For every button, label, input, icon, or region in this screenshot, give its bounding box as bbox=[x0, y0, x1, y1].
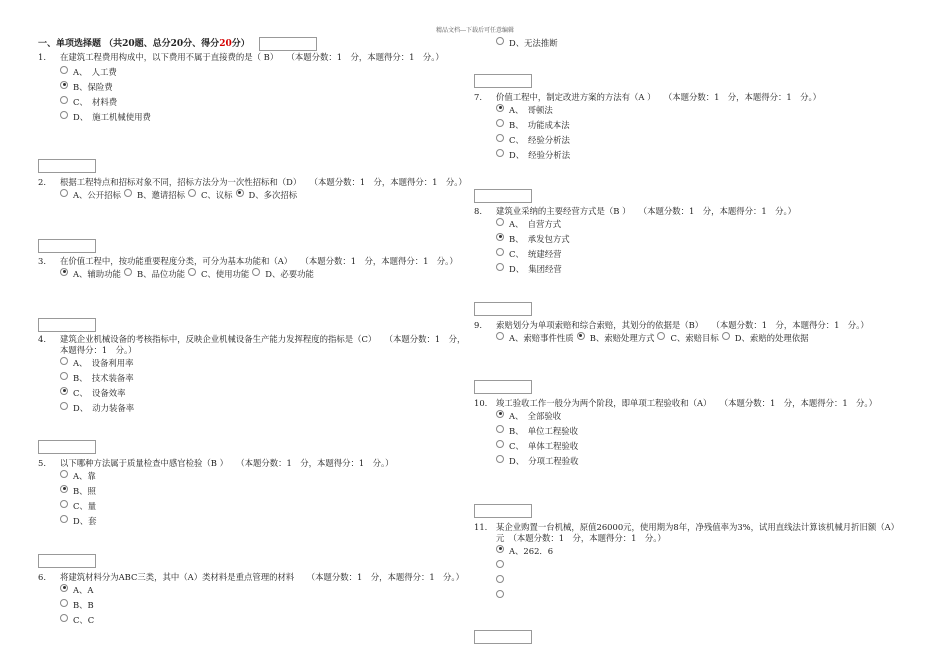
option-b[interactable] bbox=[124, 267, 185, 282]
option-label: B、B bbox=[73, 600, 94, 610]
option-d[interactable] bbox=[38, 110, 468, 125]
question-text: 某企业购置一台机械，原值26000元，使用期为8年，净残值率为3%，试用直线法计算该机械月折旧额（A）元 （本题分数：1 分，本题得分：1 分。） bbox=[496, 522, 900, 543]
option-b[interactable] bbox=[577, 331, 655, 346]
radio-checked-icon[interactable] bbox=[496, 410, 504, 418]
question-number: 10. bbox=[474, 398, 488, 408]
question-text: 价值工程中，制定改进方案的方法有（A ） （本题分数：1 分，本题得分：1 分。） bbox=[496, 92, 822, 102]
option-a[interactable] bbox=[474, 409, 904, 424]
option-d[interactable] bbox=[474, 454, 904, 469]
option-a[interactable] bbox=[38, 65, 468, 80]
answer-box[interactable] bbox=[474, 189, 532, 203]
question-number: 6. bbox=[38, 572, 46, 582]
option-d[interactable] bbox=[474, 148, 904, 163]
radio-icon[interactable] bbox=[657, 332, 665, 340]
radio-icon[interactable] bbox=[60, 96, 68, 104]
option-b[interactable] bbox=[38, 371, 468, 386]
radio-icon[interactable] bbox=[496, 560, 504, 568]
option-label: D、 分项工程验收 bbox=[509, 456, 579, 466]
section-score-box[interactable] bbox=[259, 37, 317, 51]
option-c[interactable] bbox=[188, 188, 233, 203]
option-label: A、 人工费 bbox=[73, 67, 117, 77]
radio-icon[interactable] bbox=[60, 599, 68, 607]
section-title-text: 一、单项选择题 （共20题、总分20分、得分 bbox=[38, 39, 220, 49]
radio-checked-icon[interactable] bbox=[60, 268, 68, 276]
option-c[interactable] bbox=[474, 247, 904, 262]
option-label: C、C bbox=[73, 615, 95, 625]
question-number: 3. bbox=[38, 256, 46, 266]
radio-icon[interactable] bbox=[496, 149, 504, 157]
option-label: A、公开招标 bbox=[73, 190, 121, 200]
option-label: B、 技术装备率 bbox=[73, 373, 134, 383]
radio-icon[interactable] bbox=[496, 425, 504, 433]
option-d[interactable] bbox=[236, 188, 298, 203]
question-text: 将建筑材料分为ABC三类，其中（A）类材料是重点管理的材料 （本题分数：1 分，本题得分：1 分。） bbox=[60, 572, 464, 582]
answer-box[interactable] bbox=[474, 380, 532, 394]
radio-icon[interactable] bbox=[496, 37, 504, 45]
option-label: D、 施工机械使用费 bbox=[73, 112, 151, 122]
option-label: D、 集团经营 bbox=[509, 264, 562, 274]
radio-icon[interactable] bbox=[124, 189, 132, 197]
radio-checked-icon[interactable] bbox=[60, 584, 68, 592]
option-label: C、使用功能 bbox=[200, 269, 250, 279]
option-label: C、 统建经营 bbox=[509, 249, 562, 259]
question-text: 建筑业采纳的主要经营方式是（B ） （本题分数：1 分，本题得分：1 分。） bbox=[496, 206, 797, 216]
radio-icon[interactable] bbox=[60, 402, 68, 410]
answer-box[interactable] bbox=[38, 239, 96, 253]
option-label: C、 材料费 bbox=[73, 97, 118, 107]
option-label: C、议标 bbox=[200, 190, 233, 200]
option-label: A、262．6 bbox=[509, 546, 554, 556]
option-a[interactable] bbox=[60, 188, 121, 203]
answer-box[interactable] bbox=[474, 630, 532, 644]
question-text: 以下哪种方法属于质量检查中感官检验（B ） （本题分数：1 分，本题得分：1 分。） bbox=[60, 458, 394, 468]
radio-icon[interactable] bbox=[496, 332, 504, 340]
inline-options bbox=[38, 267, 468, 282]
option-d[interactable] bbox=[38, 514, 468, 529]
radio-icon[interactable] bbox=[496, 248, 504, 256]
radio-icon[interactable] bbox=[722, 332, 730, 340]
option-b[interactable] bbox=[38, 484, 468, 499]
question-text: 根据工程特点和招标对象不同，招标方法分为一次性招标和（D） （本题分数：1 分，本题得分：1 分。） bbox=[60, 177, 467, 187]
option-d[interactable] bbox=[252, 267, 314, 282]
question-11 bbox=[474, 522, 904, 604]
answer-box[interactable] bbox=[38, 318, 96, 332]
option-label: A、靠 bbox=[73, 471, 96, 481]
page-header: 精品文档---下载后可任意编辑 bbox=[435, 27, 515, 34]
radio-checked-icon[interactable] bbox=[60, 485, 68, 493]
option-c[interactable] bbox=[38, 95, 468, 110]
option-label: D、套 bbox=[73, 516, 97, 526]
option-c[interactable] bbox=[657, 331, 718, 346]
answer-box[interactable] bbox=[38, 159, 96, 173]
option-c[interactable] bbox=[38, 386, 468, 401]
option-label: D、无法推断 bbox=[509, 38, 558, 48]
option-b[interactable] bbox=[474, 424, 904, 439]
radio-icon[interactable] bbox=[60, 515, 68, 523]
answer-box[interactable] bbox=[38, 554, 96, 568]
question-6 bbox=[38, 572, 468, 628]
option-label: B、 承发包方式 bbox=[509, 234, 570, 244]
option-label: A、辅助功能 bbox=[73, 269, 121, 279]
option-label: B、 功能成本法 bbox=[509, 120, 570, 130]
option-label: B、照 bbox=[73, 486, 96, 496]
radio-icon[interactable] bbox=[496, 119, 504, 127]
radio-icon[interactable] bbox=[124, 268, 132, 276]
radio-icon[interactable] bbox=[60, 357, 68, 365]
question-6-continued bbox=[474, 36, 904, 51]
question-number: 11. bbox=[474, 522, 488, 532]
option-label: B、保险费 bbox=[73, 82, 113, 92]
option-c[interactable] bbox=[474, 133, 904, 148]
option-c[interactable] bbox=[188, 267, 249, 282]
question-number: 2. bbox=[38, 177, 46, 187]
option-a[interactable] bbox=[38, 356, 468, 371]
option-b[interactable] bbox=[124, 188, 185, 203]
section-title bbox=[38, 36, 317, 51]
question-8 bbox=[474, 206, 904, 277]
radio-icon[interactable] bbox=[496, 575, 504, 583]
option-d[interactable] bbox=[38, 401, 468, 416]
option-d[interactable] bbox=[722, 331, 809, 346]
radio-icon[interactable] bbox=[496, 218, 504, 226]
option-a[interactable] bbox=[60, 267, 121, 282]
option-label: C、 单体工程验收 bbox=[509, 441, 579, 451]
question-7 bbox=[474, 92, 904, 163]
option-label: C、量 bbox=[73, 501, 97, 511]
option-a[interactable] bbox=[496, 331, 574, 346]
answer-box[interactable] bbox=[474, 504, 532, 518]
option-label: A、A bbox=[73, 585, 94, 595]
option-c[interactable] bbox=[38, 613, 468, 628]
answer-box[interactable] bbox=[474, 74, 532, 88]
option-c[interactable] bbox=[474, 439, 904, 454]
option-a[interactable] bbox=[38, 469, 468, 484]
option-label: A、 全部验收 bbox=[509, 411, 562, 421]
radio-icon[interactable] bbox=[60, 111, 68, 119]
option-label: D、必要功能 bbox=[265, 269, 314, 279]
question-2 bbox=[38, 177, 468, 203]
option-d[interactable] bbox=[474, 262, 904, 277]
radio-checked-icon[interactable] bbox=[496, 104, 504, 112]
option-b[interactable] bbox=[474, 232, 904, 247]
question-text: 建筑企业机械设备的考核指标中，反映企业机械设备生产能力发挥程度的指标是（C） （本题分数：1 分，本题得分：1 分。） bbox=[60, 334, 466, 355]
option-label: B、邀请招标 bbox=[136, 190, 185, 200]
answer-box[interactable] bbox=[38, 440, 96, 454]
question-text: 索赔划分为单项索赔和综合索赔，其划分的依据是（B） （本题分数：1 分，本题得分：1 分。） bbox=[496, 320, 869, 330]
option-label: B、索赔处理方式 bbox=[589, 333, 655, 343]
question-text: 在价值工程中，按功能重要程度分类，可分为基本功能和（A） （本题分数：1 分，本题得分：1 分。） bbox=[60, 256, 458, 266]
radio-checked-icon[interactable] bbox=[496, 233, 504, 241]
option-label: A、 哥顿法 bbox=[509, 105, 553, 115]
question-text: 竣工验收工作一般分为两个阶段，即单项工程验收和（A） （本题分数：1 分，本题得分：1 分。） bbox=[496, 398, 877, 408]
option-a[interactable] bbox=[474, 217, 904, 232]
option-b[interactable] bbox=[474, 118, 904, 133]
option-d[interactable] bbox=[474, 589, 904, 604]
radio-icon[interactable] bbox=[188, 189, 196, 197]
option-c[interactable] bbox=[474, 574, 904, 589]
option-a[interactable] bbox=[474, 544, 904, 559]
question-number: 9. bbox=[474, 320, 482, 330]
option-b[interactable] bbox=[38, 598, 468, 613]
option-c[interactable] bbox=[38, 499, 468, 514]
option-a[interactable] bbox=[38, 583, 468, 598]
radio-icon[interactable] bbox=[60, 470, 68, 478]
option-label: C、 经验分析法 bbox=[509, 135, 570, 145]
question-9 bbox=[474, 320, 904, 346]
radio-icon[interactable] bbox=[496, 134, 504, 142]
option-label: A、索赔事件性质 bbox=[509, 333, 574, 343]
question-number: 7. bbox=[474, 92, 482, 102]
radio-checked-icon[interactable] bbox=[60, 387, 68, 395]
answer-box[interactable] bbox=[474, 302, 532, 316]
question-number: 1. bbox=[38, 52, 46, 62]
option-d[interactable] bbox=[474, 36, 904, 51]
option-a[interactable] bbox=[474, 103, 904, 118]
question-5 bbox=[38, 458, 468, 529]
question-4 bbox=[38, 334, 468, 416]
question-text: 在建筑工程费用构成中，以下费用不属于直接费的是（ B） （本题分数：1 分，本题得分：1 分。） bbox=[60, 52, 444, 62]
radio-icon[interactable] bbox=[60, 500, 68, 508]
radio-icon[interactable] bbox=[496, 455, 504, 463]
option-label: D、 经验分析法 bbox=[509, 150, 571, 160]
option-b[interactable] bbox=[474, 559, 904, 574]
option-label: C、 设备效率 bbox=[73, 388, 126, 398]
option-b[interactable] bbox=[38, 80, 468, 95]
radio-icon[interactable] bbox=[496, 263, 504, 271]
radio-checked-icon[interactable] bbox=[60, 81, 68, 89]
question-number: 8. bbox=[474, 206, 482, 216]
question-3 bbox=[38, 256, 468, 282]
inline-options bbox=[38, 188, 468, 203]
radio-icon[interactable] bbox=[60, 372, 68, 380]
option-label: A、 设备利用率 bbox=[73, 358, 134, 368]
option-label: D、多次招标 bbox=[248, 190, 298, 200]
radio-icon[interactable] bbox=[496, 440, 504, 448]
question-10 bbox=[474, 398, 904, 469]
radio-checked-icon[interactable] bbox=[577, 332, 585, 340]
radio-icon[interactable] bbox=[60, 189, 68, 197]
inline-options bbox=[474, 331, 904, 346]
section-score: 20 bbox=[219, 39, 232, 49]
radio-icon[interactable] bbox=[60, 614, 68, 622]
radio-checked-icon[interactable] bbox=[496, 545, 504, 553]
option-label: B、 单位工程验收 bbox=[509, 426, 578, 436]
radio-checked-icon[interactable] bbox=[236, 189, 244, 197]
option-label: D、索赔的处理依据 bbox=[734, 333, 809, 343]
question-1 bbox=[38, 52, 468, 125]
radio-icon[interactable] bbox=[496, 590, 504, 598]
option-label: A、 自营方式 bbox=[509, 219, 562, 229]
question-number: 4. bbox=[38, 334, 46, 344]
option-label: D、 动力装备率 bbox=[73, 403, 135, 413]
question-number: 5. bbox=[38, 458, 46, 468]
option-label: B、品位功能 bbox=[136, 269, 185, 279]
radio-icon[interactable] bbox=[188, 268, 196, 276]
radio-icon[interactable] bbox=[60, 66, 68, 74]
option-label: C、索赔目标 bbox=[670, 333, 719, 343]
section-title-tail: 分） bbox=[231, 39, 250, 49]
radio-icon[interactable] bbox=[252, 268, 260, 276]
